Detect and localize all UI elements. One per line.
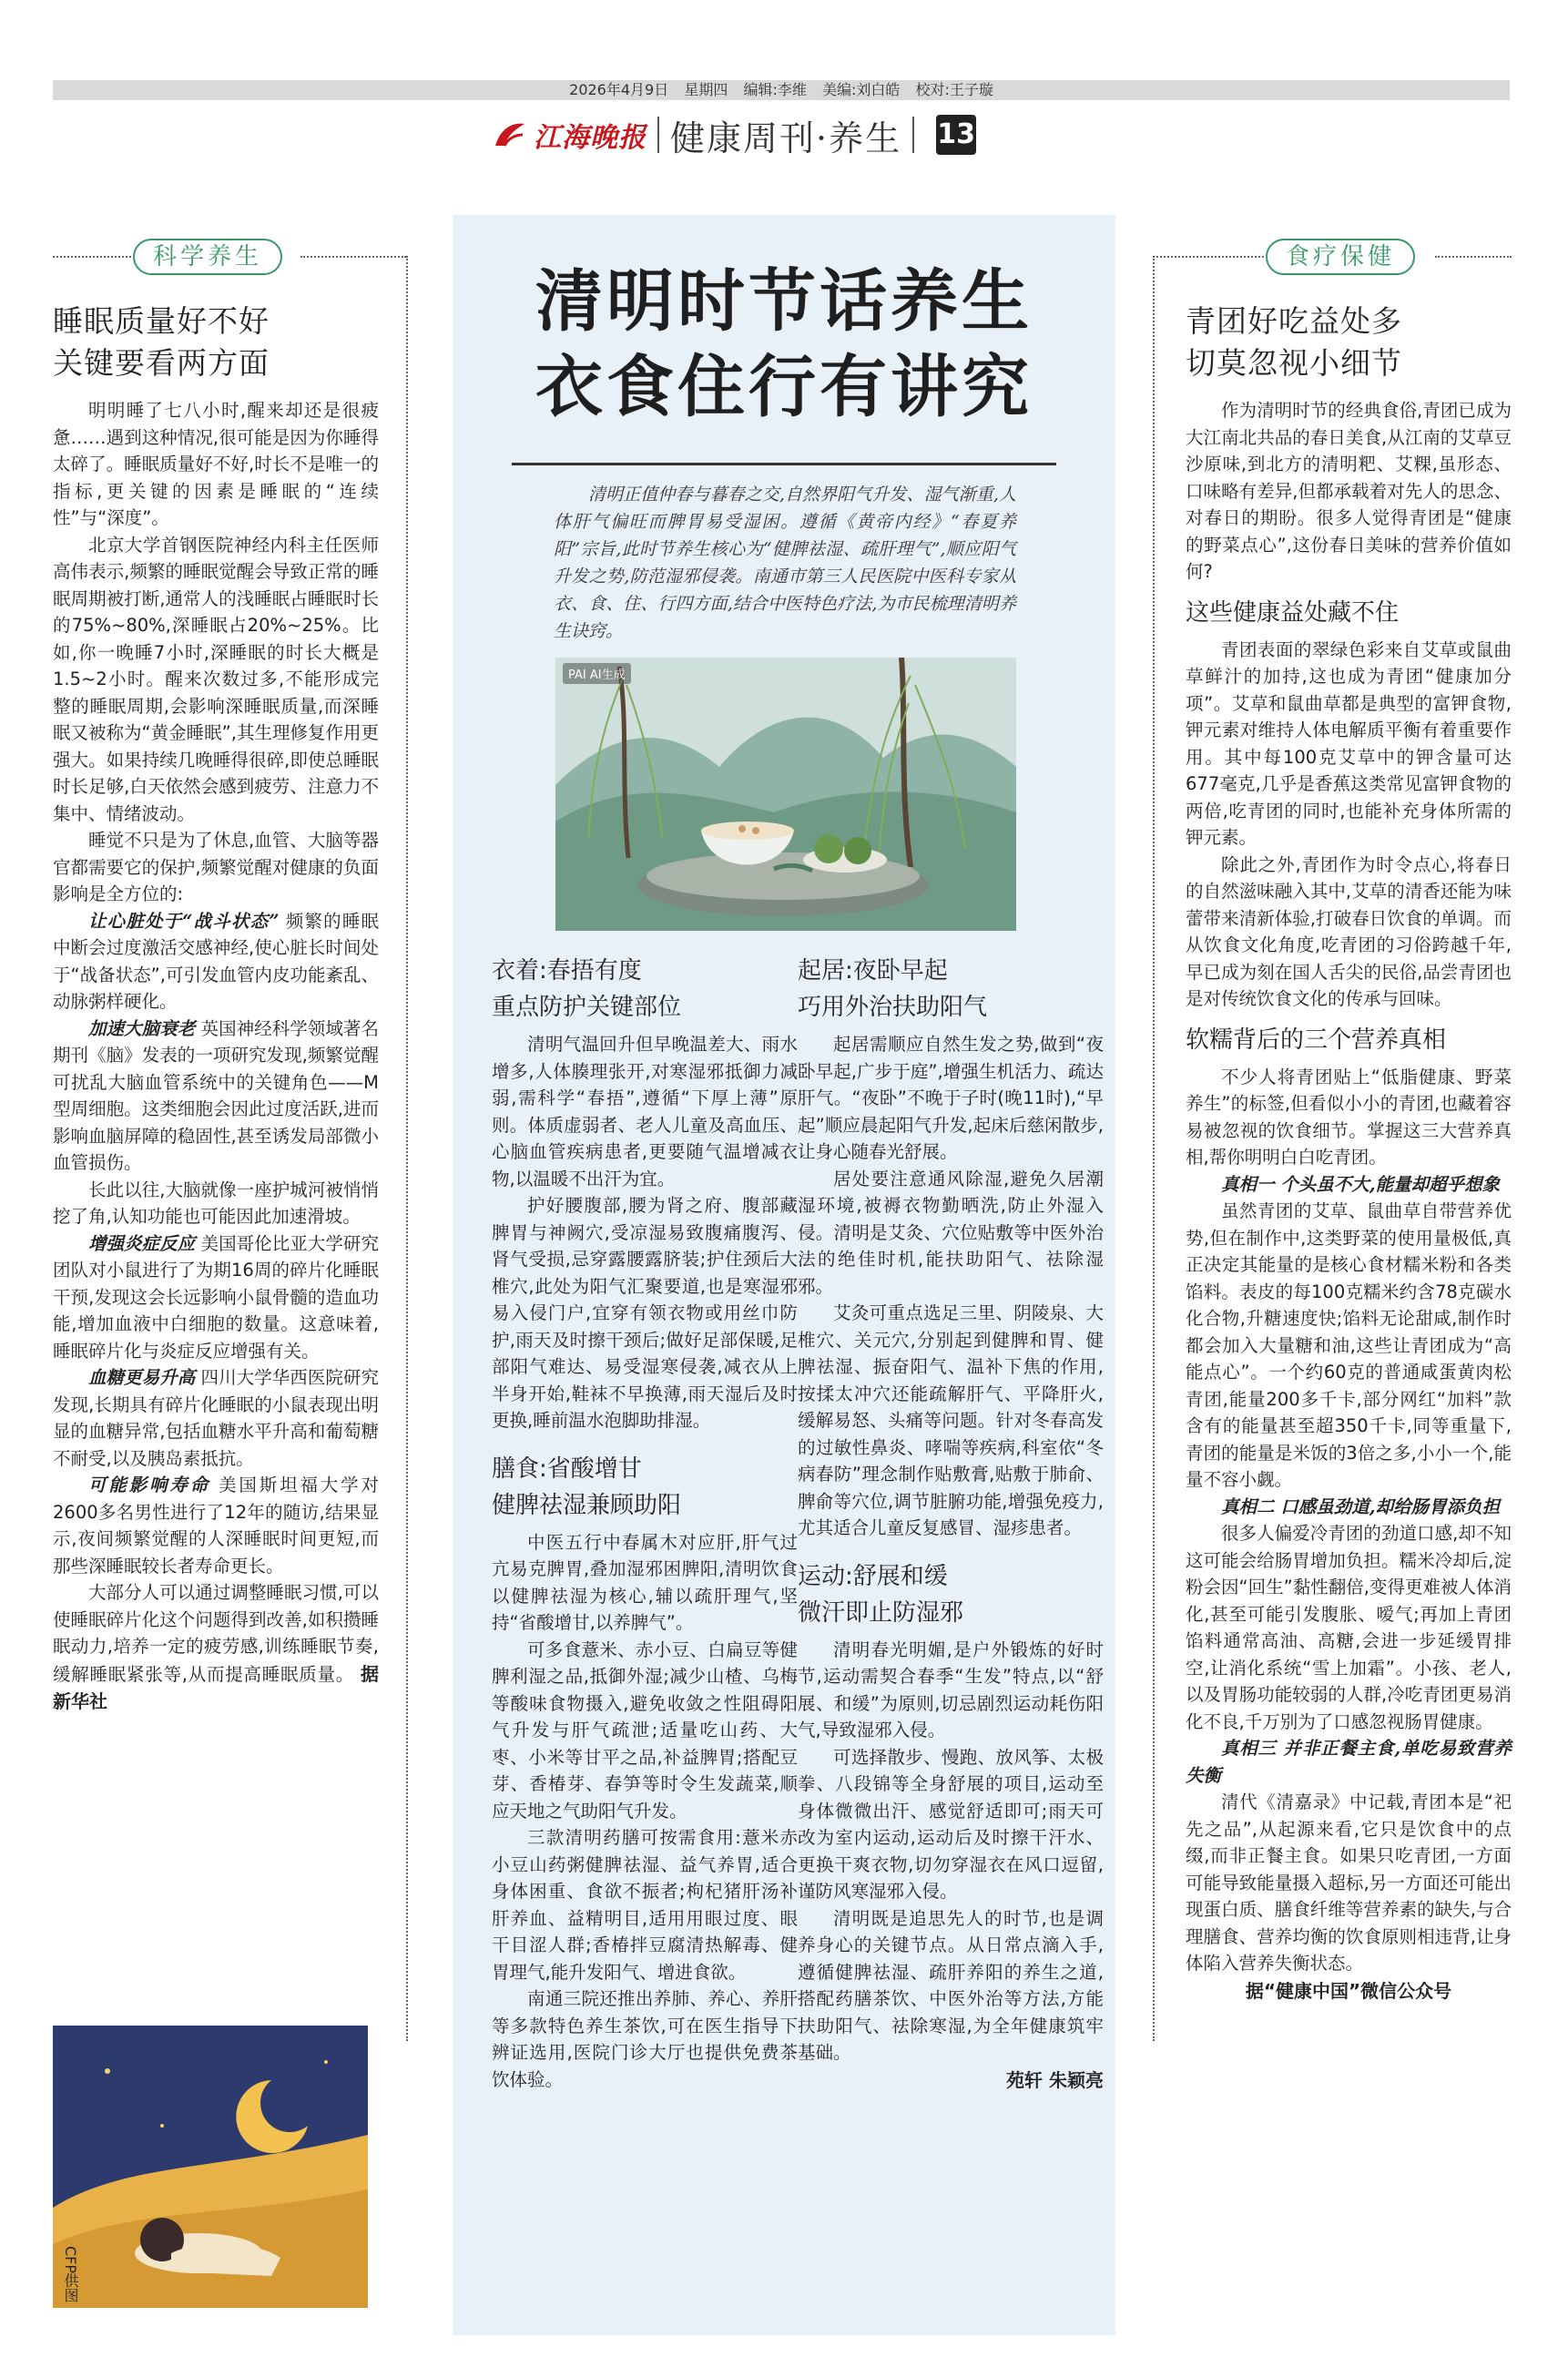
- left-source: 据新华社: [53, 1662, 380, 1712]
- left-paragraph: 睡觉不只是为了休息,血管、大脑等器官都需要它的保护,频繁觉醒对健康的负面影响是全方位的:: [53, 830, 379, 904]
- feature-title: [453, 259, 1115, 430]
- center-left-column: [492, 944, 798, 2093]
- right-paragraph: 除此之外,青团作为时令点心,将春日的自然滋味融入其中,艾草的清香还能为味蕾带来清新体验,打破春日饮食的单调。而从饮食文化角度,吃青团的习俗跨越千年,早已成为刻在国人舌尖的民俗,品尝青团也是对传统饮食文化的传承与回味。: [1186, 853, 1512, 1009]
- left-keyword: 加速大脑衰老: [88, 1017, 196, 1039]
- right-paragraph: 青团表面的翠绿色彩来自艾草或鼠曲草鲜汁的加持,这也成为青团“健康加分项”。艾草和鼠曲草都是典型的富钾食物,钾元素对维持人体电解质平衡有着重要作用。其中每100克艾草中的钾含量可达677毫克,几乎是香蕉这类常见富钾食物的两倍,吃青团的同时,也能补充身体所需的钾元素。: [1186, 638, 1512, 848]
- left-paragraph: [53, 908, 379, 1016]
- ai-generated-badge: PAI AI生成: [563, 663, 631, 684]
- right-keyword: 真相三 并非正餐主食,单吃易致营养失衡: [1186, 1738, 1512, 1786]
- right-paragraph: 清代《清嘉录》中记载,青团本是“祀先之品”,从起源来看,它只是饮食中的点缀,而非正餐主食。如果只吃青团,一方面可能导致能量摄入超标,另一方面还可能出现蛋白质、膳食纤维等营养素的缺失,与合理膳食、营养均衡的饮食原则相违背,让身体陷入营养失衡状态。: [1186, 1791, 1512, 1974]
- center-paragraph: 清明既是追思先人的时节,也是调养身心的关键节点。从日常点滴入手,遵循健脾祛湿、疏肝养阳的养生之道,搭配药膳茶饮、中医外治等方法,方能扶助阳气、祛除寒湿,为全年健康筑牢基础。: [798, 1907, 1104, 2063]
- left-paragraph: 长此以往,大脑就像一座护城河被悄悄挖了角,认知功能也可能因此加速滑坡。: [53, 1179, 379, 1227]
- left-tag-rule: [300, 256, 406, 258]
- center-paragraph: 可选择散步、慢跑、放风筝、太极拳、八段锦等全身舒展的项目,运动至身体微微出汗、感觉舒适即可;雨天可改为室内运动,运动后及时擦干汗水、更换干爽衣物,切勿穿湿衣在风口逗留,谨防风寒湿邪入侵。: [798, 1746, 1104, 1902]
- left-paragraph-text: 频繁的睡眠中断会过度激活交感神经,使心脏长时间处于“战备状态”,可引发血管内皮功能紊乱、动脉粥样硬化。: [53, 910, 379, 1012]
- right-keyword-heading: [1186, 1735, 1512, 1789]
- right-source: 据“健康中国”微信公众号: [1245, 1979, 1452, 2002]
- center-paragraph: 起居需顺应自然生发之势,做到“夜卧早起,广步于庭”,增强生机活力、疏达肝气。“夜卧”不晚于子时(晚11时),“早起”顺应晨起阳气升发,起床后慈闲散步,让身心随春光舒展。: [798, 1034, 1104, 1162]
- masthead-divider: [657, 117, 659, 153]
- left-keyword: 可能影响寿命: [88, 1475, 211, 1495]
- center-right-column: [798, 944, 1104, 2094]
- feature-lead: 清明正值仲春与暮春之交,自然界阳气升发、湿气渐重,人体肝气偏旺而脾胃易受湿困。遵循《黄帝内经》“春夏养阳”宗旨,此时节养生核心为“健脾祛湿、疏肝理气”,顺应阳气升发之势,防范湿邪侵袭。南通市第三人民医院中医科专家从衣、食、住、行四方面,结合中医特色疗法,为市民梳理清明养生诀窍。: [554, 485, 1016, 641]
- center-paragraph: 清明春光明媚,是户外锻炼的好时节,运动需契合春季“生发”特点,以“舒展、和缓”为原则,切忌剧烈运动耗伤阳气,导致湿邪入侵。: [798, 1638, 1104, 1740]
- center-paragraph: 清明气温回升但早晚温差大、雨水增多,人体腠理张开,对寒湿邪抵御力减弱,需科学“春捂”,遵循“下厚上薄”原则。体质虚弱者、老人儿童及高血压、心脑血管疾病患者,更要随气温增减衣物,以温暖不出汗为宜。: [492, 1034, 798, 1189]
- newspaper-name: 江海晚报: [534, 122, 647, 154]
- section-heading-line: 起居:夜卧早起: [798, 957, 948, 985]
- feature-title-rule: [512, 463, 1056, 465]
- left-paragraph-text: 美国哥伦比亚大学研究团队对小鼠进行了为期16周的碎片化睡眠干预,发现这会长远影响小鼠骨髓的造血功能,增加血液中白细胞的数量。这意味着,睡眠碎片化与炎症反应增强有关。: [53, 1232, 379, 1362]
- left-column-rule: [406, 256, 408, 2041]
- center-paragraph: 中医五行中春属木对应肝,肝气过亢易克脾胃,叠加湿邪困脾阳,清明饮食以健脾祛湿为核心,辅以疏肝理气,坚持“省酸增甘,以养脾气”。: [492, 1531, 798, 1633]
- qingming-illustration: [555, 658, 1016, 931]
- left-paragraph: [53, 1579, 379, 1716]
- center-paragraph: 居处要注意通风除湿,避免久居潮湿环境,被褥衣物勤晒洗,防止外湿入侵。清明是艾灸、穴位贴敷等中医外治法的绝佳时机,能扶助阳气、祛除湿邪。: [798, 1168, 1104, 1297]
- left-paragraph: [53, 1230, 379, 1365]
- right-subheading: 这些健康益处藏不住: [1186, 598, 1400, 627]
- center-paragraph: 艾灸可重点选足三里、阴陵泉、大椎穴、关元穴,分别起到健脾和胃、健脾祛湿、振奋阳气、温补下焦的作用,按揉太冲穴还能疏解肝气、平降肝火,缓解易怒、头痛等问题。针对冬春高发的过敏性鼻炎、哮喘等疾病,科室依“冬病春防”理念制作贴敷膏,贴敷于肺俞、脾俞等穴位,调节脏腑功能,增强免疫力,尤其适合儿童反复感冒、湿疹患者。: [798, 1302, 1104, 1538]
- photo-credit: CFP供图: [62, 2245, 79, 2302]
- section-heading-line: 微汗即止防湿邪: [798, 1598, 964, 1627]
- left-paragraph-text: 大部分人可以通过调整睡眠习惯,可以使睡眠碎片化这个问题得到改善,如积攒睡眠动力,培养一定的疲劳感,训练睡眠节奏,缓解睡眠紧张等,从而提高睡眠质量。: [53, 1582, 379, 1685]
- left-paragraph-text: 四川大学华西医院研究发现,长期具有碎片化睡眠的小鼠表现出明显的血糖异常,包括血糖水平升高和葡萄糖不耐受,以及胰岛素抵抗。: [53, 1367, 379, 1469]
- right-article: [1186, 301, 1512, 2005]
- header-weekday: 星期四: [684, 81, 728, 98]
- right-paragraph: 作为清明时节的经典食俗,青团已成为大江南北共品的春日美食,从江南的艾草豆沙原味,到北方的清明粑、艾粿,虽形态、口味略有差异,但都承载着对先人的思念、对春日的期盼。很多人觉得青团是“健康的野菜点心”,这份春日美味的营养价值如何?: [1186, 400, 1512, 582]
- sleep-illustration: [53, 2026, 368, 2308]
- feature-title-line2: 衣食住行有讲究: [535, 348, 1033, 426]
- center-paragraph: 南通三院还推出养肺、养心、养肝等多款特色养生茶饮,可在医生指导下辨证选用,医院门诊大厅也提供免费茶饮体验。: [492, 1988, 798, 2090]
- masthead-divider: [912, 117, 914, 153]
- left-article-title-line2: 关键要看两方面: [53, 345, 270, 381]
- right-tag-rule: [1153, 256, 1264, 258]
- qingming-illustration-art: [555, 658, 1016, 931]
- page-number: 13: [936, 115, 976, 155]
- section-heading-exercise: [798, 1558, 1104, 1631]
- center-paragraph: 可多食薏米、赤小豆、白扁豆等健脾利湿之品,抵御外湿;减少山楂、乌梅等酸味食物摄入,避免收敛之性阻碍阳气升发与肝气疏泄;适量吃山药、大枣、小米等甘平之品,补益脾胃;搭配豆芽、香椿芽、春笋等时令生发蔬菜,顺应天地之气助阳气升发。: [492, 1638, 798, 1822]
- left-paragraph: [53, 1472, 379, 1579]
- left-keyword: 让心脏处于“战斗状态”: [88, 910, 280, 932]
- header-designer: 美编:刘白皓: [821, 81, 901, 98]
- center-paragraph: 护好腰腹部,腰为肾之府、腹部藏脾胃与神阙穴,受凉湿易致腹痛腹泻、肾气受损,忌穿露腰露脐装;护住颈后大椎穴,此处为阳气汇聚要道,也是寒湿邪易入侵门户,宜穿有领衣物或用丝巾防护,雨天及时擦干颈后;做好足部保暖,足部阳气难达、易受湿寒侵袭,减衣从上半身开始,鞋袜不早换薄,雨天湿后及时更换,睡前温水泡脚助排湿。: [492, 1195, 798, 1431]
- feature-title-line1: 清明时节话养生: [535, 262, 1033, 341]
- right-paragraph: 很多人偏爱冷青团的劲道口感,却不知这可能会给肠胃增加负担。糯米冷却后,淀粉会因“回生”黏性翻倍,变得更难被人体消化,甚至可能引发腹胀、嗳气;再加上青团馅料通常高油、高糖,会进一步延缓胃排空,让消化系统“雪上加霜”。小孩、老人,以及胃肠功能较弱的人群,冷吃青团更易消化不良,千万别为了口感忽视肠胃健康。: [1186, 1523, 1512, 1732]
- left-section-tag: 科学养生: [133, 239, 282, 275]
- left-tag-rule: [53, 256, 131, 258]
- newspaper-logo-icon: [492, 118, 528, 151]
- right-keyword-heading: [1186, 1171, 1512, 1199]
- section-heading-clothing: [492, 953, 798, 1026]
- header-proofreader: 校对:王子璇: [915, 81, 993, 98]
- header-info-text: [53, 80, 1510, 100]
- section-heading-line: 运动:舒展和缓: [798, 1562, 948, 1590]
- section-heading-diet: [492, 1451, 798, 1524]
- sleep-illustration-art: [53, 2026, 368, 2308]
- masthead: [492, 111, 976, 158]
- left-paragraph-text: 美国斯坦福大学对2600多名男性进行了12年的随访,结果显示,夜间频繁觉醒的人深睡眠时间更短,而那些深睡眠较长者寿命更长。: [53, 1475, 379, 1577]
- article-author: 苑轩 朱颖亮: [1006, 2068, 1104, 2091]
- header-info-bar: [53, 80, 1510, 100]
- left-paragraph: 明明睡了七八小时,醒来却还是很疲惫……遇到这种情况,很可能是因为你睡得太碎了。睡眠质量好不好,时长不是唯一的指标,更关键的因素是睡眠的“连续性”与“深度”。: [53, 400, 379, 528]
- left-article: [53, 301, 379, 1716]
- left-article-title-line1: 睡眠质量好不好: [53, 303, 270, 339]
- right-keyword: 真相一 个头虽不大,能量却超乎想象: [1221, 1173, 1501, 1195]
- right-keyword-heading: [1186, 1494, 1512, 1521]
- left-keyword: 血糖更易升高: [88, 1367, 196, 1388]
- header-date: 2026年4月9日: [569, 81, 669, 98]
- section-heading-line: 膳食:省酸增甘: [492, 1454, 642, 1483]
- section-heading-line: 衣着:春捂有度: [492, 957, 642, 985]
- section-heading-line: 重点防护关键部位: [492, 994, 682, 1021]
- section-name: 健康周刊·养生: [670, 117, 902, 158]
- left-keyword: 增强炎症反应: [88, 1232, 196, 1254]
- right-paragraph: 不少人将青团贴上“低脂健康、野菜养生”的标签,但看似小小的青团,也藏着容易被忽视的饮食细节。掌握这三大营养真相,帮你明明白白吃青团。: [1186, 1066, 1512, 1168]
- section-heading-living: [798, 953, 1104, 1026]
- left-paragraph: 北京大学首钢医院神经内科主任医师高伟表示,频繁的睡眠觉醒会导致正常的睡眠周期被打断,通常人的浅睡眠占睡眠时长的75%~80%,深睡眠占20%~25%。比如,你一晚睡7小时,深睡眠的时长大概是1.5~2小时。醒来次数过多,不能形成完整的睡眠周期,会影响深睡眠质量,而深睡眠又被称为“黄金睡眠”,其生理修复作用更强大。如果持续几晚睡得很碎,即使总睡眠时长足够,白天依然会感到疲劳、注意力不集中、情绪波动。: [53, 534, 379, 824]
- left-paragraph: [53, 1364, 379, 1472]
- right-subheading: 软糯背后的三个营养真相: [1186, 1026, 1447, 1054]
- right-article-title-line2: 切莫忽视小细节: [1186, 345, 1402, 381]
- section-heading-line: 健脾祛湿兼顾助阳: [492, 1491, 682, 1519]
- right-column-rule: [1153, 256, 1155, 2041]
- right-article-title-line1: 青团好吃益处多: [1186, 303, 1402, 339]
- section-heading-line: 巧用外治扶助阳气: [798, 994, 988, 1021]
- right-tag-rule: [1435, 256, 1512, 258]
- right-keyword: 真相二 口感虽劲道,却给肠胃添负担: [1221, 1495, 1501, 1517]
- right-paragraph: 虽然青团的艾草、鼠曲草自带营养优势,但在制作中,这类野菜的使用量极低,真正决定其能量的是核心食材糯米粉和各类馅料。表皮的每100克糯米约含78克碳水化合物,升糖速度快;馅料无论甜咸,制作时都会加入大量糖和油,这些让青团成为“高能点心”。一个约60克的普通咸蛋黄肉松青团,能量200多千卡,部分网红“加料”款含有的能量甚至超350千卡,同等重量下,青团的能量是米饭的3倍之多,小小一个,能量不容小觑。: [1186, 1200, 1512, 1490]
- header-editor: 编辑:李维: [743, 81, 807, 98]
- left-paragraph-text: 英国神经科学领域著名期刊《脑》发表的一项研究发现,频繁觉醒可扰乱大脑血管系统中的关键角色——M型周细胞。这类细胞会因此过度活跃,进而影响血脑屏障的稳固性,甚至诱发局部微小血管损伤。: [53, 1017, 379, 1173]
- right-section-tag: 食疗保健: [1266, 239, 1415, 275]
- center-paragraph: 三款清明药膳可按需食用:薏米赤小豆山药粥健脾祛湿、益气养胃,适合身体困重、食欲不振者;枸杞猪肝汤补肝养血、益精明目,适用用眼过度、眼干目涩人群;香椿拌豆腐清热解毒、健胃理气,能升发阳气、增进食欲。: [492, 1827, 798, 1983]
- left-paragraph: [53, 1016, 379, 1177]
